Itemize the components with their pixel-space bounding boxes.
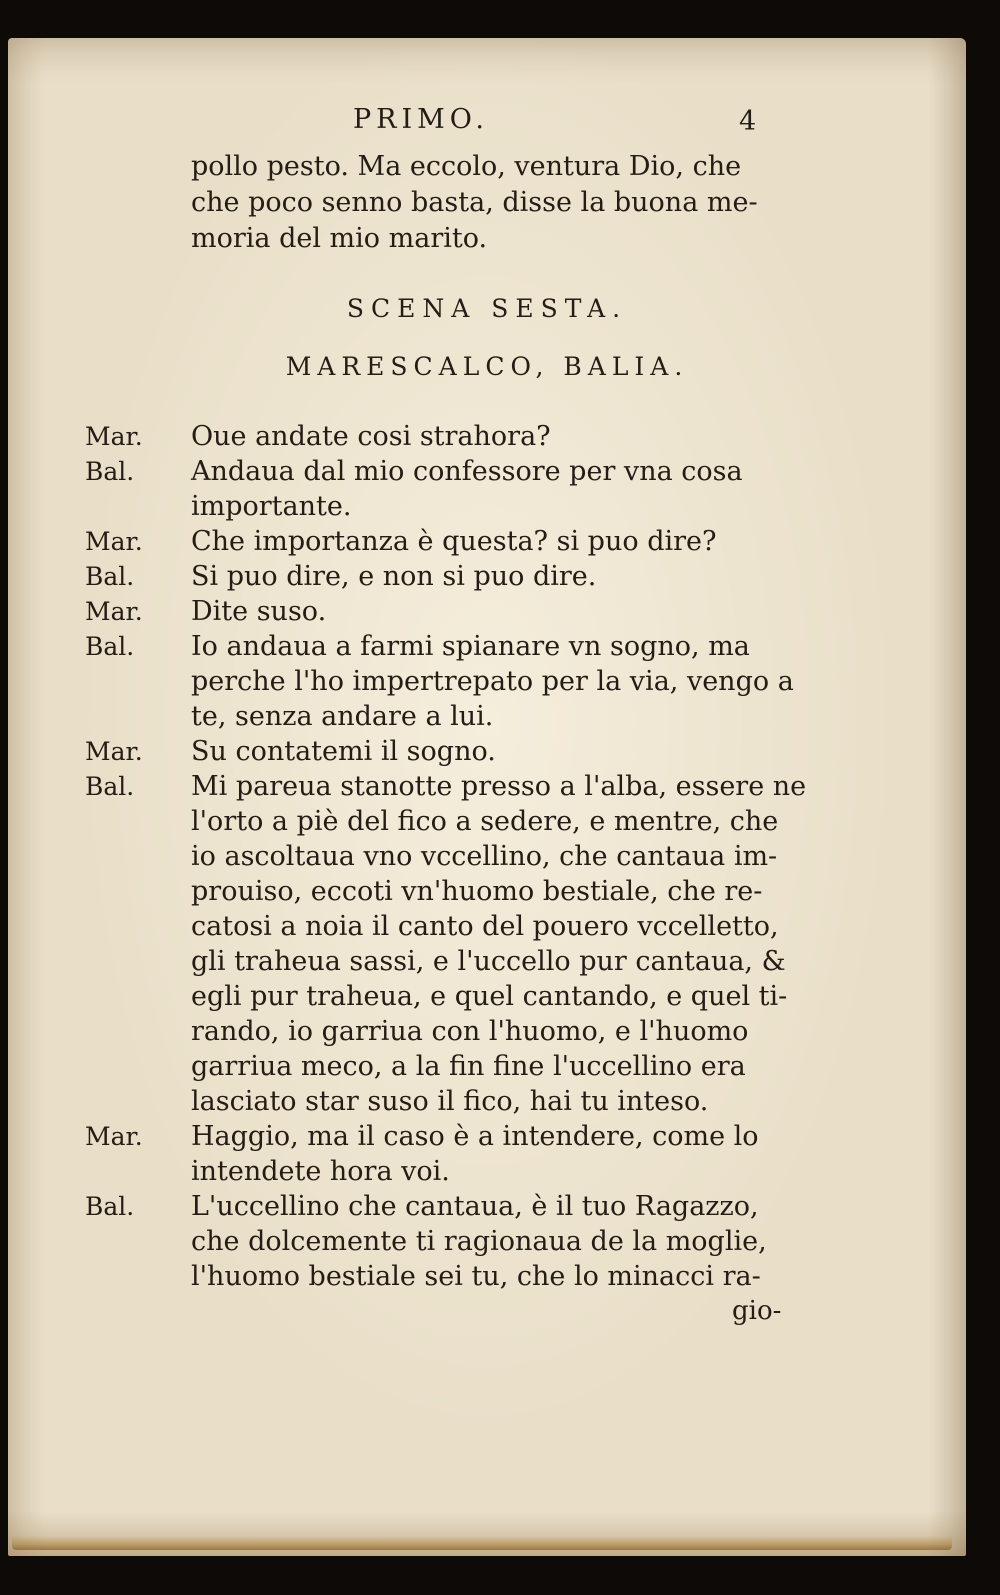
dialogue-line: intendete hora voi. bbox=[191, 1156, 450, 1187]
dialogue-line: Io andaua a farmi spianare vn sogno, ma bbox=[191, 631, 750, 662]
speaker-label: Mar. bbox=[85, 422, 143, 451]
dialogue-line: L'uccellino che cantaua, è il tuo Ragazzo, bbox=[191, 1191, 759, 1222]
speaker-label: Mar. bbox=[85, 737, 143, 766]
dialogue-line: che dolcemente ti ragionaua de la moglie, bbox=[191, 1226, 767, 1257]
dialogue-line: Che importanza è questa? si puo dire? bbox=[191, 526, 717, 557]
speaker-label: Bal. bbox=[85, 772, 135, 801]
dialogue-line: Oue andate cosi strahora? bbox=[191, 421, 551, 452]
dialogue-line: Su contatemi il sogno. bbox=[191, 736, 496, 767]
dialogue-line: l'huomo bestiale sei tu, che lo minacci ra- bbox=[191, 1261, 761, 1292]
dialogue-line: gli traheua sassi, e l'uccello pur cantaua, & bbox=[191, 946, 786, 977]
dialogue-line: rando, io garriua con l'huomo, e l'huomo bbox=[191, 1016, 749, 1047]
dialogue-line: perche l'ho impertrepato per la via, vengo a bbox=[191, 666, 794, 697]
dialogue-line: catosi a noia il canto del pouero vccelletto, bbox=[191, 911, 779, 942]
dialogue-line: te, senza andare a lui. bbox=[191, 701, 494, 732]
dialogue-line: Dite suso. bbox=[191, 596, 327, 627]
intro-line: che poco senno basta, disse la buona me- bbox=[191, 187, 758, 218]
speaker-label: Bal. bbox=[85, 632, 135, 661]
dialogue-line: lasciato star suso il fico, hai tu inteso. bbox=[191, 1086, 709, 1117]
speaker-label: Mar. bbox=[85, 527, 143, 556]
speaker-label: Bal. bbox=[85, 562, 135, 591]
scene-characters: MARESCALCO, BALIA. bbox=[285, 352, 689, 381]
dialogue-line: Si puo dire, e non si puo dire. bbox=[191, 561, 597, 592]
dialogue-line: egli pur traheua, e quel cantando, e quel ti- bbox=[191, 981, 788, 1012]
dialogue-line: garriua meco, a la fin fine l'uccellino era bbox=[191, 1051, 746, 1082]
dialogue-line: l'orto a piè del fico a sedere, e mentre, che bbox=[191, 806, 779, 837]
dialogue-line: importante. bbox=[191, 491, 352, 522]
running-head bbox=[8, 104, 966, 140]
intro-line: pollo pesto. Ma eccolo, ventura Dio, che bbox=[191, 151, 742, 182]
speaker-label: Bal. bbox=[85, 457, 135, 486]
page-number: 4 bbox=[739, 106, 757, 137]
catchword: gio- bbox=[732, 1296, 782, 1326]
speaker-label: Mar. bbox=[85, 1122, 143, 1151]
speaker-label: Bal. bbox=[85, 1192, 135, 1221]
dialogue-line: Andaua dal mio confessore per vna cosa bbox=[191, 456, 743, 487]
intro-line: moria del mio marito. bbox=[191, 223, 488, 254]
dialogue-line: io ascoltaua vno vccellino, che cantaua im- bbox=[191, 841, 778, 872]
book-page bbox=[8, 38, 966, 1556]
page-edge-stain bbox=[12, 1536, 952, 1550]
speaker-label: Mar. bbox=[85, 597, 143, 626]
dialogue-line: prouiso, eccoti vn'huomo bestiale, che re- bbox=[191, 876, 763, 907]
running-title: PRIMO. bbox=[353, 104, 489, 135]
dialogue-line: Haggio, ma il caso è a intendere, come lo bbox=[191, 1121, 759, 1152]
dialogue-line: Mi pareua stanotte presso a l'alba, essere ne bbox=[191, 771, 807, 802]
scene-title: SCENA SESTA. bbox=[346, 294, 628, 323]
